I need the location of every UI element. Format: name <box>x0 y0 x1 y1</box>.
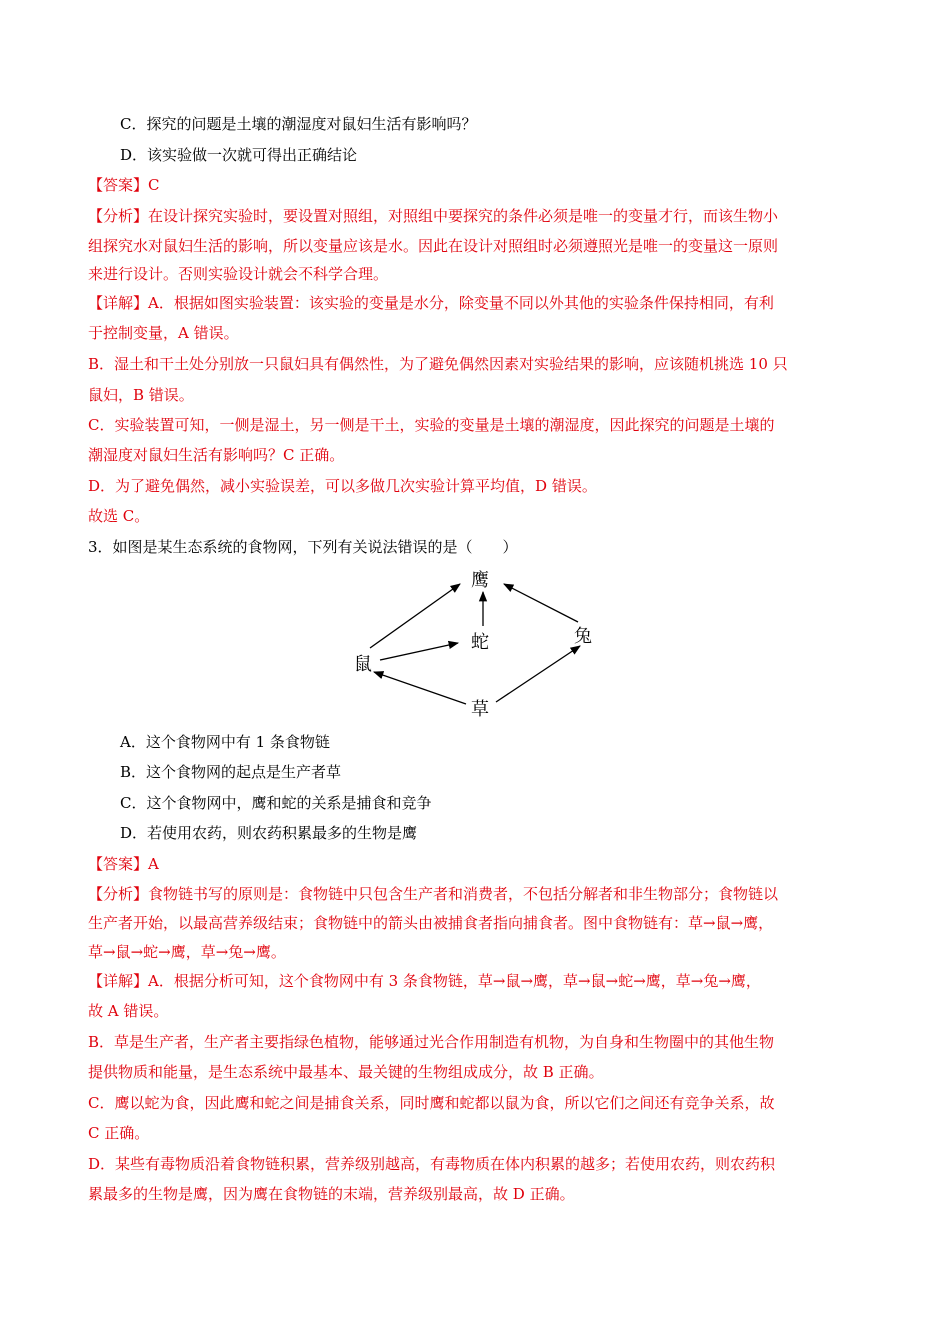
arrow-grass-to-mouse <box>374 672 466 704</box>
q2-detail-line: D．为了避免偶然，减小实验误差，可以多做几次实验计算平均值，D 错误。 <box>88 477 597 495</box>
node-eagle: 鹰 <box>471 570 489 591</box>
q3-answer: 【答案】A <box>88 855 159 873</box>
node-rabbit: 兔 <box>574 626 592 647</box>
q2-detail-line: 故选 C。 <box>88 507 150 525</box>
q3-analysis-line: 生产者开始，以最高营养级结束；食物链中的箭头由被捕食者指向捕食者。图中食物链有：草→鼠→鹰， <box>88 914 774 932</box>
q3-detail-line: B．草是生产者，生产者主要指绿色植物，能够通过光合作用制造有机物，为自身和生物圈中的其他生物 <box>88 1033 775 1051</box>
q3-detail-line: C．鹰以蛇为食，因此鹰和蛇之间是捕食关系，同时鹰和蛇都以鼠为食，所以它们之间还有竞争关系，故 <box>88 1094 775 1112</box>
q2-option-c: C．探究的问题是土壤的潮湿度对鼠妇生活有影响吗？ <box>120 115 477 133</box>
node-snake: 蛇 <box>471 632 489 653</box>
q2-detail-line: C．实验装置可知，一侧是湿土，另一侧是干土，实验的变量是土壤的潮湿度，因此探究的问题是土壤的 <box>88 416 775 434</box>
node-grass: 草 <box>471 699 489 720</box>
food-web-diagram <box>340 560 630 720</box>
q3-option-a: A．这个食物网中有 1 条食物链 <box>120 733 330 751</box>
q2-detail-line: 于控制变量，A 错误。 <box>88 324 239 342</box>
q3-detail-line: C 正确。 <box>88 1124 150 1142</box>
arrow-mouse-to-snake <box>380 643 458 660</box>
q3-analysis-line: 【分析】食物链书写的原则是：食物链中只包含生产者和消费者，不包括分解者和非生物部分；食物链以 <box>88 885 779 903</box>
q2-analysis-line: 来进行设计。否则实验设计就会不科学合理。 <box>88 265 389 283</box>
q2-detail-line: B．湿土和干土处分别放一只鼠妇具有偶然性，为了避免偶然因素对实验结果的影响，应该随机挑选 10 只 <box>88 355 788 373</box>
q3-stem: 3．如图是某生态系统的食物网，下列有关说法错误的是（ ） <box>88 538 518 556</box>
q3-option-b: B．这个食物网的起点是生产者草 <box>120 763 342 781</box>
arrow-rabbit-to-eagle <box>504 584 578 622</box>
q3-option-d: D．若使用农药，则农药积累最多的生物是鹰 <box>120 824 418 842</box>
q2-detail-line: 潮湿度对鼠妇生活有影响吗？C 正确。 <box>88 446 345 464</box>
q2-detail-line: 【详解】A．根据如图实验装置：该实验的变量是水分，除变量不同以外其他的实验条件保持相同，有利 <box>88 294 774 312</box>
arrow-grass-to-rabbit <box>496 646 580 702</box>
node-mouse: 鼠 <box>354 654 372 675</box>
q3-option-c: C．这个食物网中，鹰和蛇的关系是捕食和竞争 <box>120 794 432 812</box>
arrow-mouse-to-eagle <box>370 584 460 648</box>
q2-analysis-line: 组探究水对鼠妇生活的影响，所以变量应该是水。因此在设计对照组时必须遵照光是唯一的变量这一原则 <box>88 237 779 255</box>
q2-analysis-line: 【分析】在设计探究实验时，要设置对照组，对照组中要探究的条件必须是唯一的变量才行，而该生物小 <box>88 207 779 225</box>
q3-detail-line: 累最多的生物是鹰，因为鹰在食物链的末端，营养级别最高，故 D 正确。 <box>88 1185 575 1203</box>
q3-detail-line: 提供物质和能量，是生态系统中最基本、最关键的生物组成成分，故 B 正确。 <box>88 1063 604 1081</box>
q3-detail-line: 故 A 错误。 <box>88 1002 169 1020</box>
q3-detail-line: D．某些有毒物质沿着食物链积累，营养级别越高，有毒物质在体内积累的越多；若使用农药，则农药积 <box>88 1155 776 1173</box>
q3-analysis-line: 草→鼠→蛇→鹰，草→兔→鹰。 <box>88 943 286 961</box>
q2-option-d: D．该实验做一次就可得出正确结论 <box>120 146 358 164</box>
q2-detail-line: 鼠妇，B 错误。 <box>88 386 194 404</box>
q2-answer: 【答案】C <box>88 176 160 194</box>
q3-detail-line: 【详解】A．根据分析可知，这个食物网中有 3 条食物链，草→鼠→鹰，草→鼠→蛇→鹰，草→兔→鹰， <box>88 972 761 990</box>
